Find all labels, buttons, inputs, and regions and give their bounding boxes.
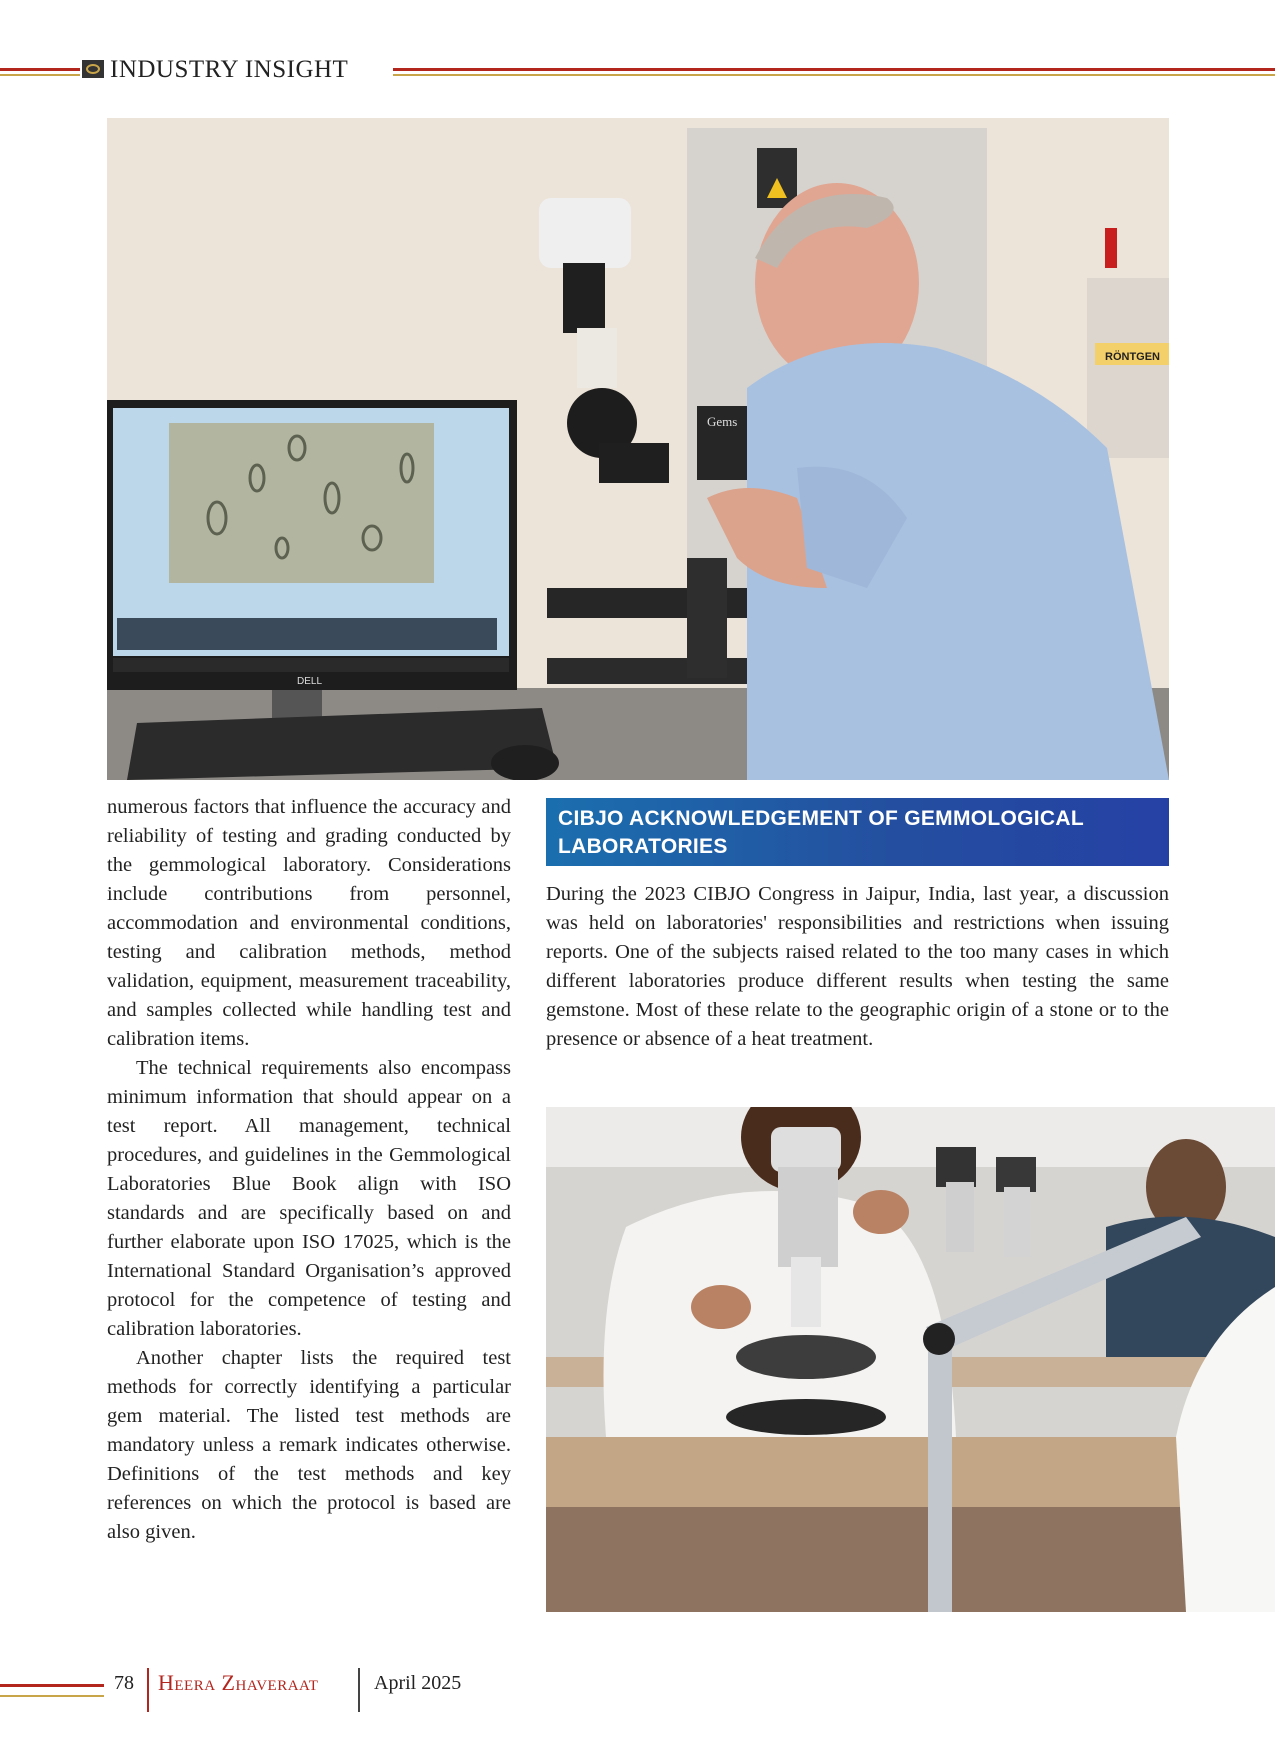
- students-microscope-illustration: [546, 1107, 1275, 1612]
- publication-name: Heera Zhaveraat: [158, 1670, 319, 1695]
- issue-date: April 2025: [374, 1672, 462, 1694]
- students-microscope-photo: [546, 1107, 1275, 1612]
- body-paragraph: The technical requirements also encompass minimum information that should appear on a test report. All management, technical procedures, and guidelines in the Gemmological Laboratories Blue Book align with ISO standards and are specifically based on and further elaborate upon ISO 17025, which is the International Standard Organisation’s approved protocol for the competence of testing and calibration laboratories.: [107, 1057, 511, 1340]
- lab-microscope-photo: [107, 118, 1169, 780]
- section-title: INDUSTRY INSIGHT: [110, 56, 349, 83]
- footer-divider: [147, 1668, 149, 1712]
- header-rule-left: [0, 68, 80, 76]
- section-heading: CIBJO ACKNOWLEDGEMENT OF GEMMOLOGICAL LABORATORIES: [546, 798, 1169, 866]
- right-column-body: During the 2023 CIBJO Congress in Jaipur, India, last year, a discussion was held on laboratories' responsibilities and restrictions when issuing reports. One of the subjects raised related to the too many cases in which different laboratories produce different results when testing the same gemstone. Most of these relate to the geographic origin of a stone or to the presence or absence of a heat treatment.: [546, 883, 1169, 1050]
- warning-sign-text: RÖNTGEN: [1105, 351, 1160, 363]
- body-paragraph: Another chapter lists the required test methods for correctly identifying a particular gem material. The listed test methods are mandatory unless a remark indicates otherwise. Definitions of the test methods and key references on which the protocol is based are also given.: [107, 1347, 511, 1543]
- lab-microscope-illustration: [107, 118, 1169, 780]
- microscope-brand: Gems: [707, 414, 738, 429]
- header-rule-right: [393, 68, 1275, 76]
- footer-divider: [358, 1668, 360, 1712]
- body-paragraph: numerous factors that influence the accuracy and reliability of testing and grading conducted by the gemmological laboratory. Considerations include contributions from personnel, accommodation and environmental conditions, testing and calibration methods, method validation, equipment, measurement traceability, and samples collected while handling test and calibration items.: [107, 796, 511, 1050]
- left-column-body: [107, 793, 511, 1547]
- monitor-brand: DELL: [297, 676, 323, 687]
- magazine-logo-icon: [82, 60, 104, 78]
- footer-rule: [0, 1684, 104, 1697]
- page-number: 78: [114, 1672, 134, 1694]
